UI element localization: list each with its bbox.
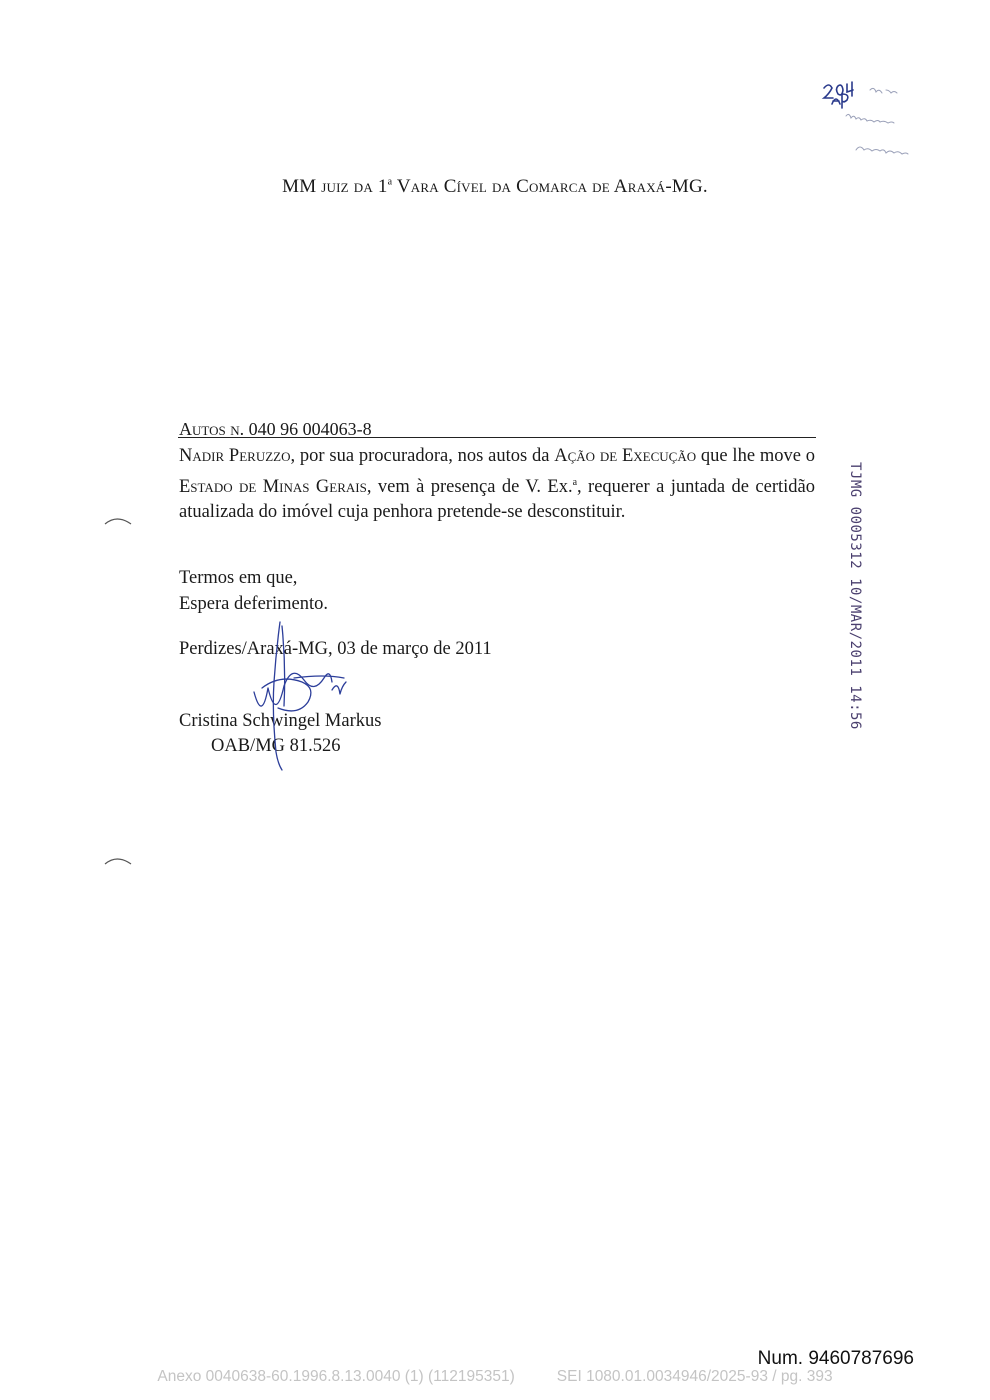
closing-line-1: Termos em que,	[179, 568, 298, 588]
body-text-3: , vem à presença de V. Ex.	[366, 476, 573, 497]
case-number: Autos n. 040 96 004063-8	[179, 419, 372, 439]
body-text-4: , requerer a juntada de certidão atualizada do imóvel cuja penhora pretende-se desconstituir.	[179, 476, 815, 523]
body-text-2: que lhe move o	[696, 446, 815, 466]
case-divider	[178, 437, 816, 438]
body-text-3-sup: a	[572, 476, 578, 488]
punch-mark-top	[103, 514, 133, 526]
punch-mark-bottom	[103, 854, 133, 866]
signatory-name: Cristina Schwingel Markus	[179, 711, 382, 731]
footer-watermark	[0, 1368, 990, 1386]
signature-mark	[236, 618, 356, 773]
addressee-heading	[0, 176, 990, 198]
addressee-rest: Vara Cível da Comarca de Araxá-MG.	[392, 176, 708, 197]
signatory-oab: OAB/MG 81.526	[211, 736, 341, 756]
body-text-1: , por sua procuradora, nos autos da	[290, 446, 555, 466]
action-name: Ação de Execução	[554, 446, 697, 466]
addressee-prefix: MM	[282, 176, 322, 197]
petition-paragraph	[179, 444, 815, 526]
addressee-juiz: juiz da	[321, 176, 373, 197]
receipt-stamp	[847, 462, 878, 730]
receipt-stamp-text: TJMG 0005312 10/MAR/2011 14:56	[847, 462, 863, 730]
footer-sei: SEI 1080.01.0034946/2025-93 / pg. 393	[556, 1368, 833, 1385]
party-name: Nadir Peruzzo	[179, 446, 291, 466]
document-number: Num. 9460787696	[757, 1348, 914, 1369]
handwritten-annotation	[818, 80, 968, 170]
closing-line-2: Espera deferimento.	[179, 594, 328, 614]
footer-annex: Anexo 0040638-60.1996.8.13.0040 (1) (112195351)	[157, 1368, 515, 1385]
opponent-name: Estado de Minas Gerais	[179, 476, 367, 497]
addressee-ordinal-sup: a	[387, 176, 393, 188]
place-date: Perdizes/Araxá-MG, 03 de março de 2011	[179, 639, 492, 659]
addressee-ordinal: 1	[372, 176, 388, 197]
